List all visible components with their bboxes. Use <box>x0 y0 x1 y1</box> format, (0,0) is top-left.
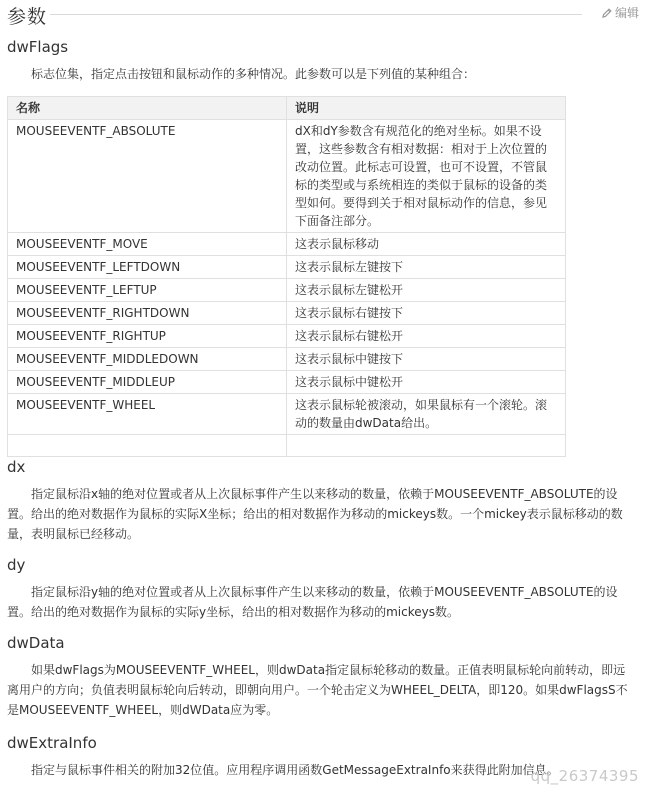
param-dy-text: 指定鼠标沿y轴的绝对位置或者从上次鼠标事件产生以来移动的数量，依赖于MOUSEEVENTF_ABSOLUTE的设置。给出的绝对数据作为鼠标的实际y坐标，给出的相对数据作为移动的mickeys数。 <box>7 585 618 619</box>
table-header-row <box>8 97 566 120</box>
flag-name: MOUSEEVENTF_LEFTUP <box>8 279 287 302</box>
param-dwextrainfo-text: 指定与鼠标事件相关的附加32位值。应用程序调用函数GetMessageExtraInfo来获得此附加信息。 <box>31 763 559 777</box>
col-header-name: 名称 <box>8 97 287 120</box>
flag-name: MOUSEEVENTF_MIDDLEDOWN <box>8 348 287 371</box>
edit-link[interactable] <box>601 4 639 21</box>
col-header-desc: 说明 <box>287 97 566 120</box>
flag-desc: 这表示鼠标左键按下 <box>287 256 566 279</box>
flag-name: MOUSEEVENTF_LEFTDOWN <box>8 256 287 279</box>
param-dx-heading: dx <box>7 458 26 476</box>
param-dwextrainfo-heading: dwExtraInfo <box>7 734 97 752</box>
flag-desc: dX和dY参数含有规范化的绝对坐标。如果不设置，这些参数含有相对数据：相对于上次位置的改动位置。此标志可设置，也可不设置，不管鼠标的类型或与系统相连的类似于鼠标的设备的类型如何。要得到关于相对鼠标动作的信息，参见下面备注部分。 <box>287 120 566 233</box>
flag-name: MOUSEEVENTF_MOVE <box>8 233 287 256</box>
param-dwflags-heading: dwFlags <box>7 38 69 56</box>
param-dwdata-heading: dwData <box>7 634 65 652</box>
flag-desc: 这表示鼠标轮被滚动，如果鼠标有一个滚轮。滚动的数量由dwData给出。 <box>287 394 566 435</box>
param-dwflags-intro: 标志位集，指定点击按钮和鼠标动作的多种情况。此参数可以是下列值的某种组合： <box>31 67 476 81</box>
param-dx-text: 指定鼠标沿x轴的绝对位置或者从上次鼠标事件产生以来移动的数量，依赖于MOUSEEVENTF_ABSOLUTE的设置。给出的绝对数据作为鼠标的实际X坐标；给出的相对数据作为移动的mickeys数。一个mickey表示鼠标移动的数量，表明鼠标已经移动。 <box>7 487 623 541</box>
flag-desc: 这表示鼠标左键松开 <box>287 279 566 302</box>
flag-desc: 这表示鼠标中键按下 <box>287 348 566 371</box>
table-row <box>8 233 566 256</box>
page-title: 参数 <box>7 6 48 28</box>
edit-label: 编辑 <box>614 6 639 20</box>
table-row <box>8 348 566 371</box>
table-row <box>8 394 566 435</box>
section-header <box>0 0 651 30</box>
flag-desc: 这表示鼠标右键松开 <box>287 325 566 348</box>
flags-table <box>7 96 566 457</box>
watermark: qq_26374395 <box>530 767 639 785</box>
flag-name: MOUSEEVENTF_RIGHTUP <box>8 325 287 348</box>
flag-desc: 这表示鼠标右键按下 <box>287 302 566 325</box>
empty-cell <box>287 435 566 457</box>
flag-name: MOUSEEVENTF_WHEEL <box>8 394 287 435</box>
table-row <box>8 325 566 348</box>
flag-desc: 这表示鼠标中键松开 <box>287 371 566 394</box>
param-dwdata-text: 如果dwFlags为MOUSEEVENTF_WHEEL，则dwData指定鼠标轮移动的数量。正值表明鼠标轮向前转动，即远离用户的方向；负值表明鼠标轮向后转动，即朝向用户。一个轮击定义为WHEEL_DELTA，即120。如果dwFlagsS不是MOUSEEVENTF_WHEEL，则dWData应为零。 <box>7 663 628 717</box>
table-row-empty <box>8 435 566 457</box>
pencil-icon <box>601 7 613 19</box>
title-divider <box>50 14 582 15</box>
flag-name: MOUSEEVENTF_MIDDLEUP <box>8 371 287 394</box>
table-row <box>8 120 566 233</box>
flag-name: MOUSEEVENTF_ABSOLUTE <box>8 120 287 233</box>
table-row <box>8 256 566 279</box>
table-row <box>8 371 566 394</box>
flag-desc: 这表示鼠标移动 <box>287 233 566 256</box>
empty-cell <box>8 435 287 457</box>
table-row <box>8 279 566 302</box>
flag-name: MOUSEEVENTF_RIGHTDOWN <box>8 302 287 325</box>
table-row <box>8 302 566 325</box>
param-dy-heading: dy <box>7 556 26 574</box>
